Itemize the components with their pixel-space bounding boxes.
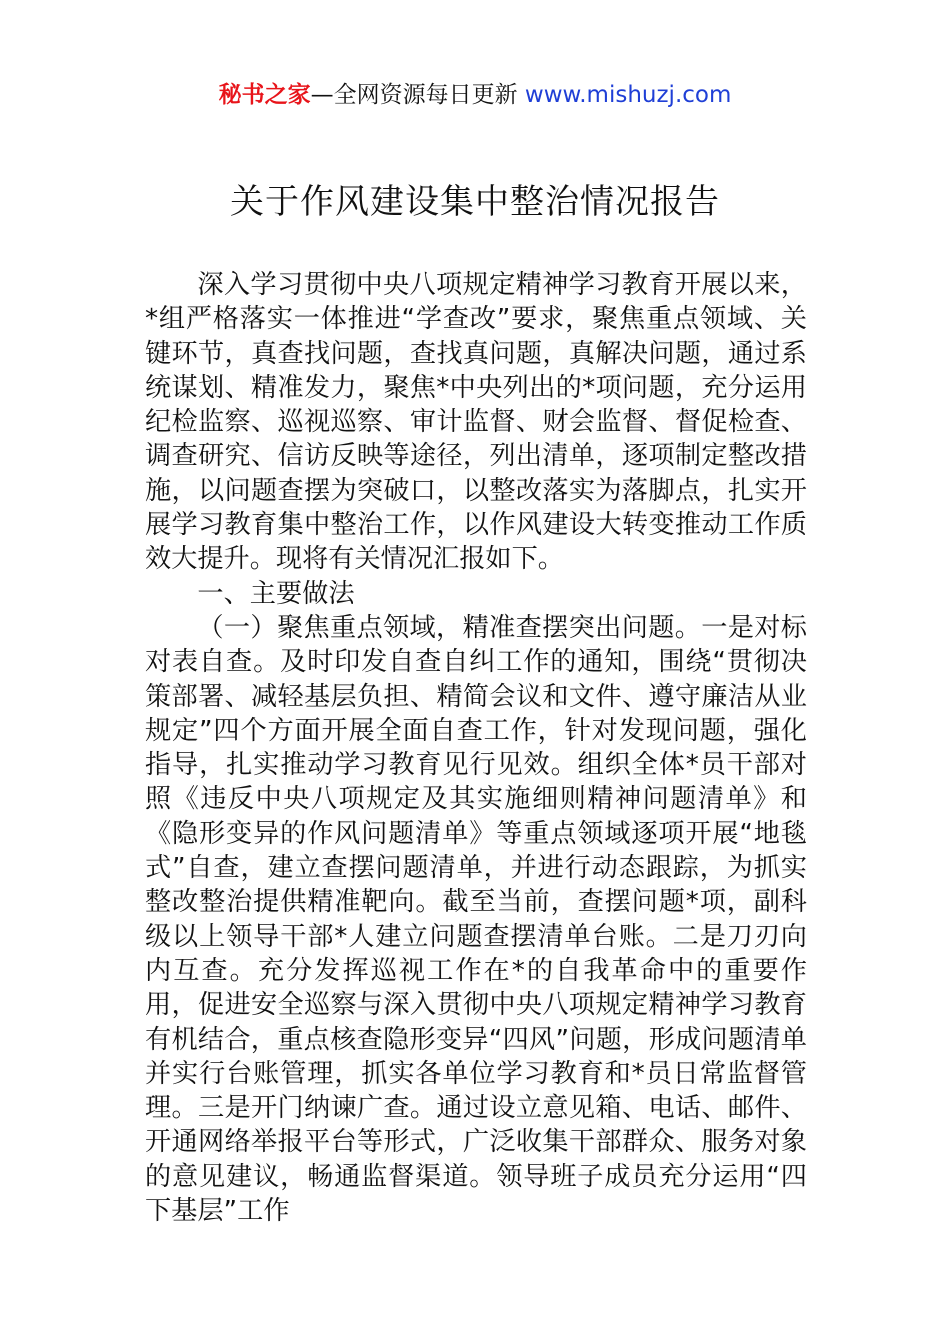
site-brand[interactable]: 秘书之家: [218, 82, 311, 108]
site-tagline: —全网资源每日更新: [310, 82, 525, 108]
intro-paragraph: 深入学习贯彻中央八项规定精神学习教育开展以来，*组严格落实一体推进“学查改”要求，聚焦重点领域、关键环节，真查找问题，查找真问题，真解决问题，通过系统谋划、精准发力，聚焦*中央列出的*项问题，充分运用纪检监察、巡视巡察、审计监督、财会监督、督促检查、调查研究、信访反映等途径，列出清单，逐项制定整改措施，以问题查摆为突破口，以整改落实为落脚点，扎实开展学习教育集中整治工作，以作风建设大转变推动工作质效大提升。现将有关情况汇报如下。: [145, 270, 807, 575]
site-url-link[interactable]: www.mishuzj.com: [524, 82, 732, 108]
document-body: [145, 268, 807, 1228]
document-title: 关于作风建设集中整治情况报告: [230, 182, 720, 222]
body-paragraph: （一）聚焦重点领域，精准查摆突出问题。一是对标对表自查。及时印发自查自纠工作的通知，围绕“贯彻决策部署、减轻基层负担、精简会议和文件、遵守廉洁从业规定”四个方面开展全面自查工作，针对发现问题，强化指导，扎实推动学习教育见行见效。组织全体*员干部对照《违反中央八项规定及其实施细则精神问题清单》和《隐形变异的作风问题清单》等重点领域逐项开展“地毯式”自查，建立查摆问题清单，并进行动态跟踪，为抓实整改整治提供精准靶向。截至当前，查摆问题*项，副科级以上领导干部*人建立问题查摆清单台账。二是刀刃向内互查。充分发挥巡视工作在*的自我革命中的重要作用，促进安全巡察与深入贯彻中央八项规定精神学习教育有机结合，重点核查隐形变异“四风”问题，形成问题清单并实行台账管理，抓实各单位学习教育和*员日常监督管理。三是开门纳谏广查。通过设立意见箱、电话、邮件、开通网络举报平台等形式，广泛收集干部群众、服务对象的意见建议，畅通监督渠道。领导班子成员充分运用“四下基层”工作: [145, 612, 807, 1227]
section-heading: 一、主要做法: [197, 578, 355, 609]
site-header: [0, 78, 950, 112]
